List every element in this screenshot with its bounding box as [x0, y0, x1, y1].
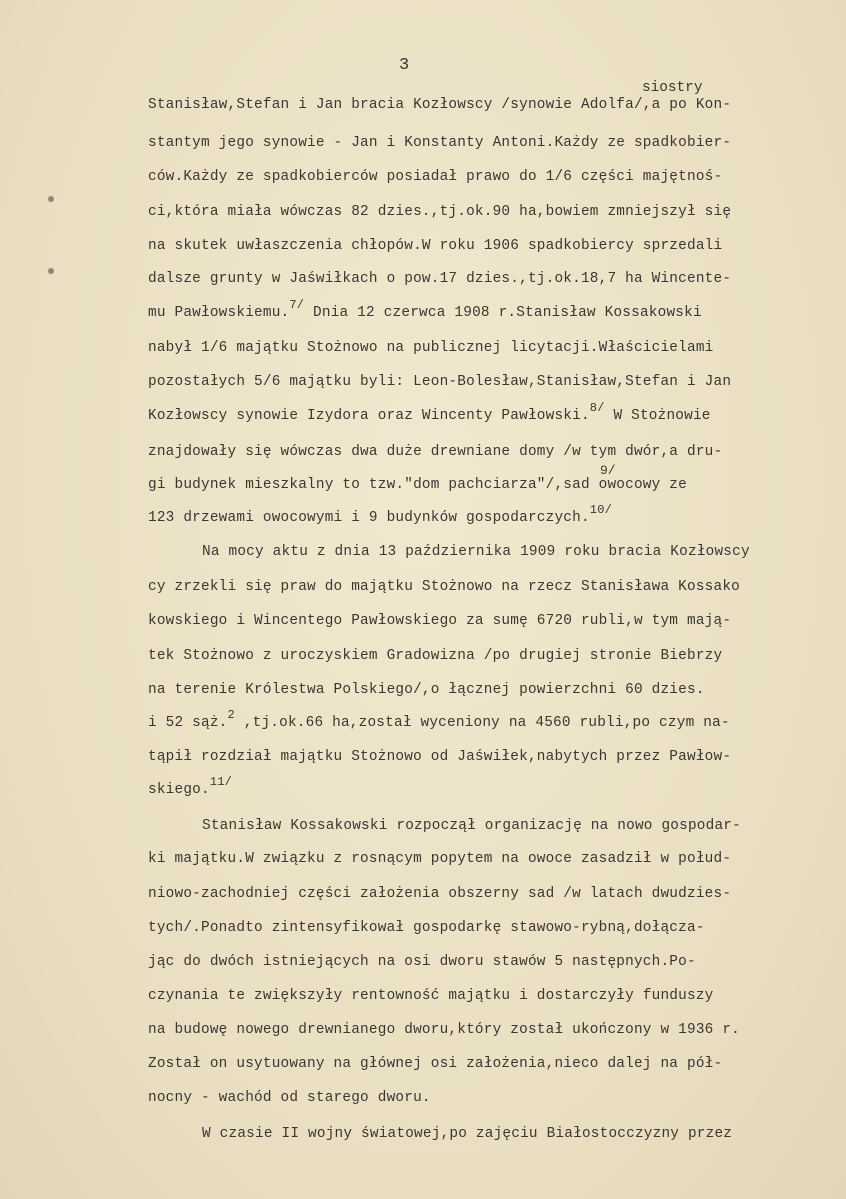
text-line: [148, 708, 730, 733]
text-line: ci,która miała wówczas 82 dzies.,tj.ok.90 ha,bowiem zmniejszył się: [148, 204, 732, 220]
text-line: W czasie II wojny światowej,po zajęciu Białostocczyzny przez: [202, 1126, 733, 1142]
text-line: [148, 775, 233, 800]
text-line: Stanisław,Stefan i Jan bracia Kozłowscy /synowie Adolfa/,a po Kon-: [148, 97, 732, 113]
footnote-9-marker: 9/: [600, 463, 616, 478]
text-line: znajdowały się wówczas dwa duże drewniane domy /w tym dwór,a dru-: [148, 444, 723, 460]
text-segment: 123 drzewami owocowymi i 9 budynków gospodarczych.: [148, 510, 590, 526]
text-segment: W Stożnowie: [604, 408, 711, 424]
text-line: Na mocy aktu z dnia 13 października 1909 roku bracia Kozłowscy: [202, 544, 750, 560]
text-line: [148, 503, 613, 528]
text-line: ki majątku.W związku z rosnącym popytem na owoce zasadził w połud-: [148, 851, 732, 867]
page-number: 3: [399, 56, 410, 75]
footnote-ref: 7/: [289, 298, 305, 312]
text-line: [148, 298, 702, 323]
text-line: nabył 1/6 majątku Stożnowo na publicznej licytacji.Właścicielami: [148, 340, 714, 356]
text-segment: i 52 sąż.: [148, 715, 228, 731]
text-line: Stanisław Kossakowski rozpoczął organizację na nowo gospodar-: [202, 818, 741, 834]
text-line: stantym jego synowie - Jan i Konstanty Antoni.Każdy ze spadkobier-: [148, 135, 732, 151]
text-line: dalsze grunty w Jaświłkach o pow.17 dzies.,tj.ok.18,7 ha Wincente-: [148, 271, 732, 287]
text-line: tych/.Ponadto zintensyfikował gospodarkę stawowo-rybną,dołącza-: [148, 920, 705, 936]
text-line: cy zrzekli się praw do majątku Stożnowo na rzecz Stanisława Kossako: [148, 579, 740, 595]
text-segment: mu Pawłowskiemu.: [148, 305, 290, 321]
text-line: czynania te zwiększyły rentowność majątku i dostarczyły funduszy: [148, 988, 714, 1004]
text-segment: ,tj.ok.66 ha,został wyceniony na 4560 rubli,po czym na-: [234, 715, 730, 731]
text-line: [148, 401, 711, 426]
margin-punch-mark: [48, 196, 54, 202]
text-line: na skutek uwłaszczenia chłopów.W roku 1906 spadkobiercy sprzedali: [148, 238, 723, 254]
text-line: pozostałych 5/6 majątku byli: Leon-Bolesław,Stanisław,Stefan i Jan: [148, 374, 732, 390]
margin-punch-mark: [48, 268, 54, 274]
text-segment: Kozłowscy synowie Izydora oraz Wincenty Pawłowski.: [148, 408, 590, 424]
text-line: jąc do dwóch istniejących na osi dworu stawów 5 następnych.Po-: [148, 954, 696, 970]
footnote-ref: 10/: [589, 503, 613, 517]
text-line: ców.Każdy ze spadkobierców posiadał prawo do 1/6 części majętnoś-: [148, 169, 723, 185]
text-line: nocny - wachód od starego dworu.: [148, 1090, 431, 1106]
inserted-word-siostry: siostry: [642, 80, 703, 96]
text-line: gi budynek mieszkalny to tzw."dom pachciarza"/,sad owocowy ze: [148, 477, 687, 493]
superscript: 2: [227, 708, 235, 722]
footnote-ref: 11/: [209, 775, 233, 789]
text-segment: Dnia 12 czerwca 1908 r.Stanisław Kossakowski: [304, 305, 702, 321]
text-line: Został on usytuowany na głównej osi założenia,nieco dalej na pół-: [148, 1056, 723, 1072]
text-line: tąpił rozdział majątku Stożnowo od Jaświłek,nabytych przez Pawłow-: [148, 749, 732, 765]
text-line: tek Stożnowo z uroczyskiem Gradowizna /po drugiej stronie Biebrzy: [148, 648, 723, 664]
text-line: na budowę nowego drewnianego dworu,który został ukończony w 1936 r.: [148, 1022, 740, 1038]
text-line: na terenie Królestwa Polskiego/,o łącznej powierzchni 60 dzies.: [148, 682, 705, 698]
text-line: kowskiego i Wincentego Pawłowskiego za sumę 6720 rubli,w tym mają-: [148, 613, 732, 629]
footnote-ref: 8/: [589, 401, 605, 415]
text-line: niowo-zachodniej części założenia obszerny sad /w latach dwudzies-: [148, 886, 732, 902]
text-segment: skiego.: [148, 782, 210, 798]
